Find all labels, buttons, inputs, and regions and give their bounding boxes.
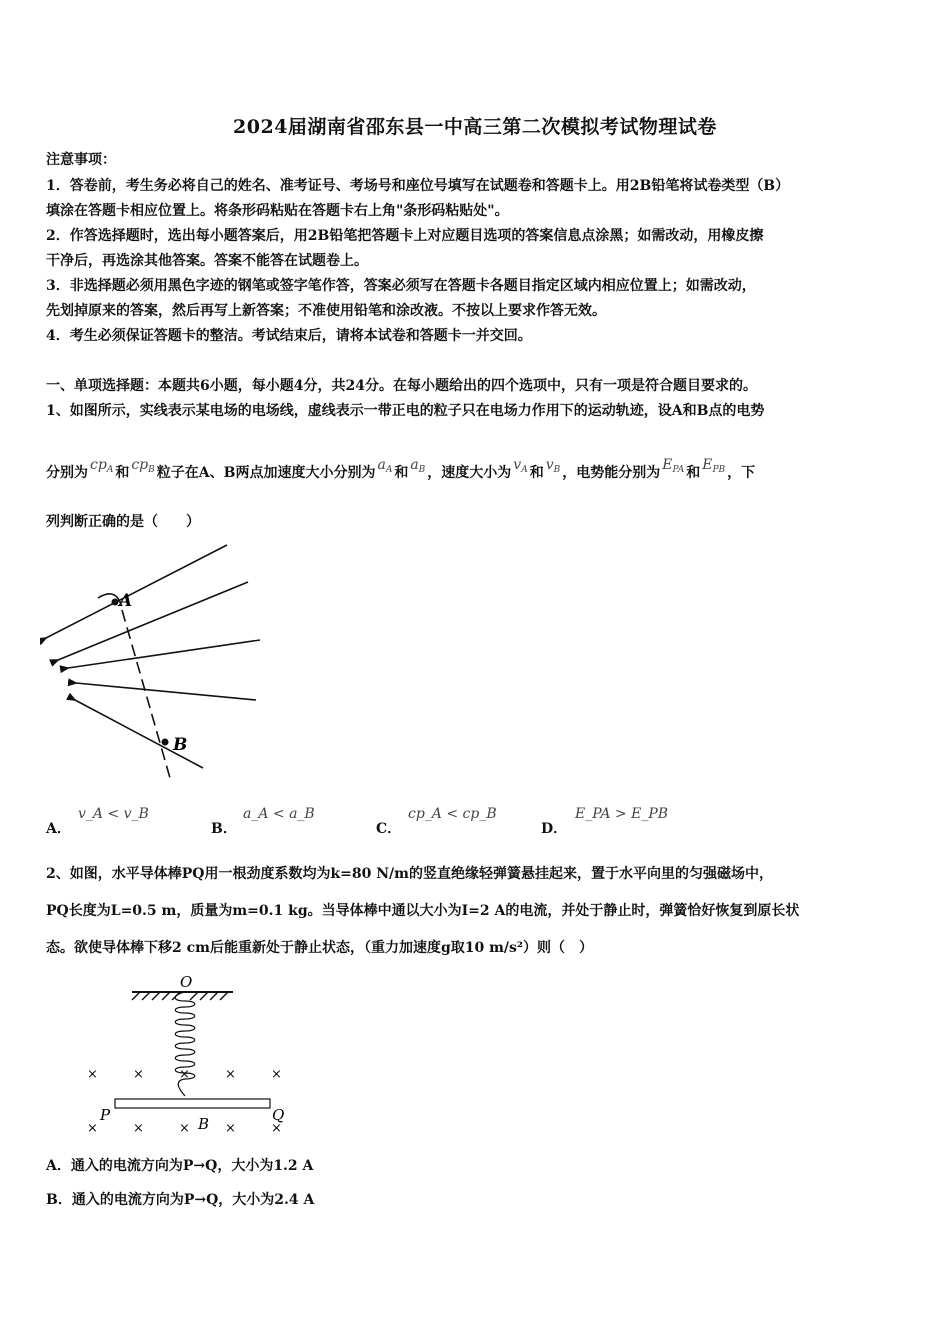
q2-option-b[interactable]: B．通入的电流方向为P→Q，大小为2.4 A — [46, 1192, 315, 1208]
svg-text:×: × — [133, 1121, 144, 1136]
notice-line: 3．非选择题必须用黑色字迹的钢笔或签字笔作答，答案必须写在答题卡各题目指定区域内相应位置上；如需改动， — [46, 278, 756, 294]
option-c-label[interactable]: C． — [376, 821, 402, 837]
notice-line: 先划掉原来的答案，然后再写上新答案；不准使用铅笔和涂改液。不按以上要求作答无效。 — [46, 303, 606, 319]
conductor-rod — [115, 1099, 270, 1108]
q1-line3: 列判断正确的是（ ） — [46, 514, 200, 530]
symbol-cp-b: $cp_B$ — [131, 457, 155, 475]
svg-text:×: × — [271, 1067, 282, 1082]
notice-line: 1．答卷前，考生务必将自己的姓名、准考证号、考场号和座位号填写在试题卷和答题卡上。用2B铅笔将试卷类型（B） — [46, 178, 790, 194]
svg-text:×: × — [87, 1067, 98, 1082]
q2-line2: PQ长度为L=0.5 m，质量为m=0.1 kg。当导体棒中通以大小为I=2 A的电流，并处于静止时，弹簧恰好恢复到原长状 — [46, 903, 800, 919]
symbol-a-b: $a_B$ — [410, 457, 426, 475]
q2-line1: 2、如图，水平导体棒PQ用一根劲度系数均为k=80 N/m的竖直绝缘轻弹簧悬挂起来，置于水平向里的匀强磁场中， — [46, 866, 773, 882]
option-b-label[interactable]: B． — [211, 821, 237, 837]
svg-text:×: × — [133, 1067, 144, 1082]
option-a-label[interactable]: A． — [46, 821, 71, 837]
q1-text: 粒子在A、B两点加速度大小分别为 — [156, 465, 376, 481]
svg-text:×: × — [271, 1121, 282, 1136]
q2-line3: 态。欲使导体棒下移2 cm后能重新处于静止状态，（重力加速度g取10 m/s²）则（ ） — [46, 940, 594, 956]
svg-text:×: × — [225, 1067, 236, 1082]
q1-text: 和 — [394, 465, 409, 481]
symbol-v-b: $v_B$ — [545, 457, 561, 475]
q2-option-a[interactable]: A．通入的电流方向为P→Q，大小为1.2 A — [46, 1158, 314, 1174]
symbol-a-a: $a_A$ — [377, 457, 393, 475]
field-line — [46, 545, 227, 638]
notice-line: 4．考生必须保证答题卡的整洁。考试结束后，请将本试卷和答题卡一并交回。 — [46, 328, 532, 344]
svg-text:×: × — [225, 1121, 236, 1136]
option-c-math: cp_A < cp_B — [408, 806, 497, 822]
svg-text:×: × — [179, 1121, 190, 1136]
label-a: A — [119, 591, 133, 611]
trajectory-path — [122, 610, 170, 778]
label-p: P — [100, 1106, 111, 1124]
svg-text:×: × — [179, 1067, 190, 1082]
q1-text: ，下 — [727, 465, 756, 481]
q1-text: 和 — [529, 465, 544, 481]
section-heading: 一、单项选择题：本题共6小题，每小题4分，共24分。在每小题给出的四个选项中，只有一项是符合题目要求的。 — [46, 378, 757, 394]
point-b — [162, 739, 169, 746]
q1-text: 分别为 — [46, 465, 88, 481]
spring-rod-figure — [80, 968, 310, 1138]
symbol-e-pb: $E_{PB}$ — [702, 457, 726, 475]
symbol-e-pa: $E_{PA}$ — [662, 457, 685, 475]
field-line — [75, 700, 203, 768]
notice-heading: 注意事项： — [46, 152, 116, 168]
field-line — [58, 582, 248, 660]
q1-line2 — [46, 457, 756, 485]
notice-line: 2．作答选择题时，选出每小题答案后，用2B铅笔把答题卡上对应题目选项的答案信息点涂黑；如需改动，用橡皮擦 — [46, 228, 764, 244]
option-a-math: v_A < v_B — [78, 806, 149, 822]
symbol-cp-a: $cp_A$ — [90, 457, 114, 475]
field-lines-figure — [40, 540, 270, 790]
option-b-math: a_A < a_B — [243, 806, 315, 822]
q1-text: ，电势能分别为 — [562, 465, 661, 481]
point-a — [112, 599, 119, 606]
label-b-field: B — [198, 1115, 210, 1133]
q1-text: ，速度大小为 — [427, 465, 512, 481]
label-b: B — [173, 735, 188, 755]
q1-text: 和 — [686, 465, 701, 481]
page-title: 2024届湖南省邵东县一中高三第二次模拟考试物理试卷 — [233, 116, 717, 138]
q1-text: 和 — [115, 465, 130, 481]
option-d-math: E_PA > E_PB — [575, 806, 669, 822]
symbol-v-a: $v_A$ — [513, 457, 528, 475]
q1-line1: 1、如图所示，实线表示某电场的电场线，虚线表示一带正电的粒子只在电场力作用下的运动轨迹，设A和B点的电势 — [46, 403, 765, 419]
notice-line: 填涂在答题卡相应位置上。将条形码粘贴在答题卡右上角"条形码粘贴处"。 — [46, 203, 509, 219]
notice-line: 干净后，再选涂其他答案。答案不能答在试题卷上。 — [46, 253, 368, 269]
svg-text:×: × — [87, 1121, 98, 1136]
option-d-label[interactable]: D． — [541, 821, 568, 837]
field-line — [76, 683, 256, 700]
label-q: Q — [272, 1106, 285, 1124]
label-o: O — [180, 973, 193, 991]
